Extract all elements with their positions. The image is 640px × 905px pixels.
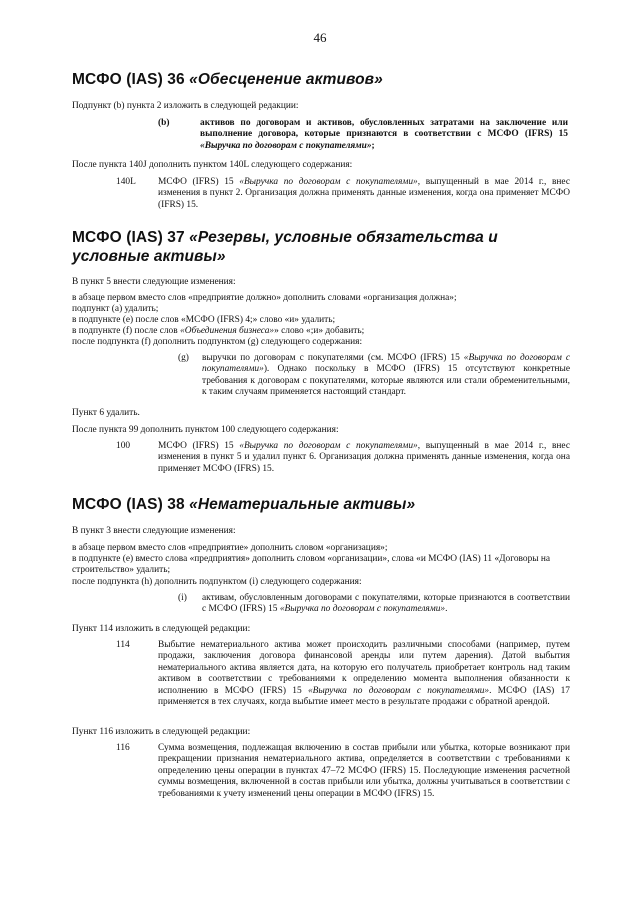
paragraph: после подпункта (f) дополнить подпунктом (g) следующего содержания: xyxy=(72,337,363,347)
item-number: (i) xyxy=(178,593,187,603)
paragraph: Пункт 114 изложить в следующей редакции: xyxy=(72,624,251,634)
paragraph: В пункт 5 внести следующие изменения: xyxy=(72,277,236,287)
paragraph: в подпункте (e) вместо слова «предприятия» дополнить словом «организации», слова «и МСФО (IAS) 11 «Договоры на строительство» удалить; xyxy=(72,554,551,576)
paragraph: в подпункте (e) после слов «МСФО (IFRS) 4;» слово «и» удалить; xyxy=(72,315,336,325)
item-116 xyxy=(116,743,570,823)
subitem-i xyxy=(178,593,570,619)
paragraph: Пункт 116 изложить в следующей редакции: xyxy=(72,727,251,737)
item-number: 116 xyxy=(116,743,130,753)
paragraph: После пункта 99 дополнить пунктом 100 следующего содержания: xyxy=(72,425,339,435)
section-heading-ias37 xyxy=(72,228,552,266)
paragraph: Пункт 6 удалить. xyxy=(72,408,140,418)
item-140l xyxy=(116,177,570,217)
item-text: Сумма возмещения, подлежащая включению в состав прибыли или убытка, которые возникают при прекращении признания нематериального актива, определяется в соответствии с требованиями к определению цены операции в пунктах 47–72 МСФО (IFRS) 15. Последующие изменения расчетной суммы возмещения, включенной в состав прибыли или убытка, должны учитываться в соответствии с требованиями к учету изменений цены операции в МСФО (IFRS) 15. xyxy=(158,743,570,799)
item-text: активам, обусловленным договорами с покупателями, которые признаются в соответствии с МСФО (IFRS) 15 «Выручка по договорам с покупателями». xyxy=(202,593,570,615)
paragraph: в абзаце первом вместо слов «предприятие должно» дополнить словами «организация должна»; xyxy=(72,293,457,303)
item-text: Выбытие нематериального актива может происходить различными способами (например, путем продажи, заключения договора финансовой аренды или путем дарения). Датой выбытия нематериального актива является дата, на которую его получатель приобретает контроль над таким активом в соответствии с требованиями к определению момента выполнения обязанности к исполнению в МСФО (IFRS) 15 «Выручка по договорам с покупателями». МСФО (IAS) 17 применяется в тех случаях, когда выбытие имеет место в результате продажи с обратной арендой. xyxy=(158,640,570,708)
heading-title: «Обесценение активов» xyxy=(189,71,383,88)
paragraph: В пункт 3 внести следующие изменения: xyxy=(72,526,236,536)
heading-title: «Резервы, условные обязательства и условные активы» xyxy=(72,229,498,265)
item-number: 140L xyxy=(116,177,136,187)
subitem-b xyxy=(158,118,568,158)
item-text: МСФО (IFRS) 15 «Выручка по договорам с покупателями», выпущенный в мае 2014 г., внес изменения в пункт 2. Организация должна применять данные изменения, когда она применяет МСФО (IFRS) 15. xyxy=(158,177,570,210)
item-number: 100 xyxy=(116,441,131,451)
item-number: (g) xyxy=(178,353,189,363)
heading-code: МСФО (IAS) 37 xyxy=(72,229,190,246)
section-heading-ias36 xyxy=(72,70,383,89)
item-100 xyxy=(116,441,570,481)
item-number: (b) xyxy=(158,118,170,128)
item-text: МСФО (IFRS) 15 «Выручка по договорам с покупателями», выпущенный в мае 2014 г., внес изменения в пункт 5 и удалил пункт 6. Организация должна применять данные изменения, когда она применяет МСФО (IFRS) 15. xyxy=(158,441,570,474)
paragraph: после подпункта (h) дополнить подпунктом (i) следующего содержания: xyxy=(72,577,362,587)
paragraph: Подпункт (b) пункта 2 изложить в следующей редакции: xyxy=(72,101,299,111)
item-text: активов по договорам и активов, обусловленных затратами на заключение или выполнение договора, которые признаются в соответствии с МСФО (IFRS) 15 «Выручка по договорам с покупателями»; xyxy=(200,118,568,151)
heading-code: МСФО (IAS) 36 xyxy=(72,71,190,88)
item-114 xyxy=(116,640,570,720)
subitem-g xyxy=(178,353,570,403)
heading-code: МСФО (IAS) 38 xyxy=(72,496,190,513)
item-number: 114 xyxy=(116,640,130,650)
heading-title: «Нематериальные активы» xyxy=(189,496,416,513)
paragraph: в абзаце первом вместо слов «предприятие» дополнить словом «организация»; xyxy=(72,543,388,553)
section-heading-ias38 xyxy=(72,495,415,514)
page-number: 46 xyxy=(313,30,327,45)
paragraph: После пункта 140J дополнить пунктом 140L следующего содержания: xyxy=(72,160,353,170)
paragraph: в подпункте (f) после слов «Объединения бизнеса»» слово «;и» добавить; xyxy=(72,326,365,336)
item-text: выручки по договорам с покупателями (см. МСФО (IFRS) 15 «Выручка по договорам с покупателями»). Однако поскольку в МСФО (IFRS) 15 отсутствуют конкретные требования к договорам с покупателями, которые являются или стали обременительными, к таким случаям применяется настоящий стандарт. xyxy=(202,353,570,398)
paragraph: подпункт (a) удалить; xyxy=(72,304,159,314)
